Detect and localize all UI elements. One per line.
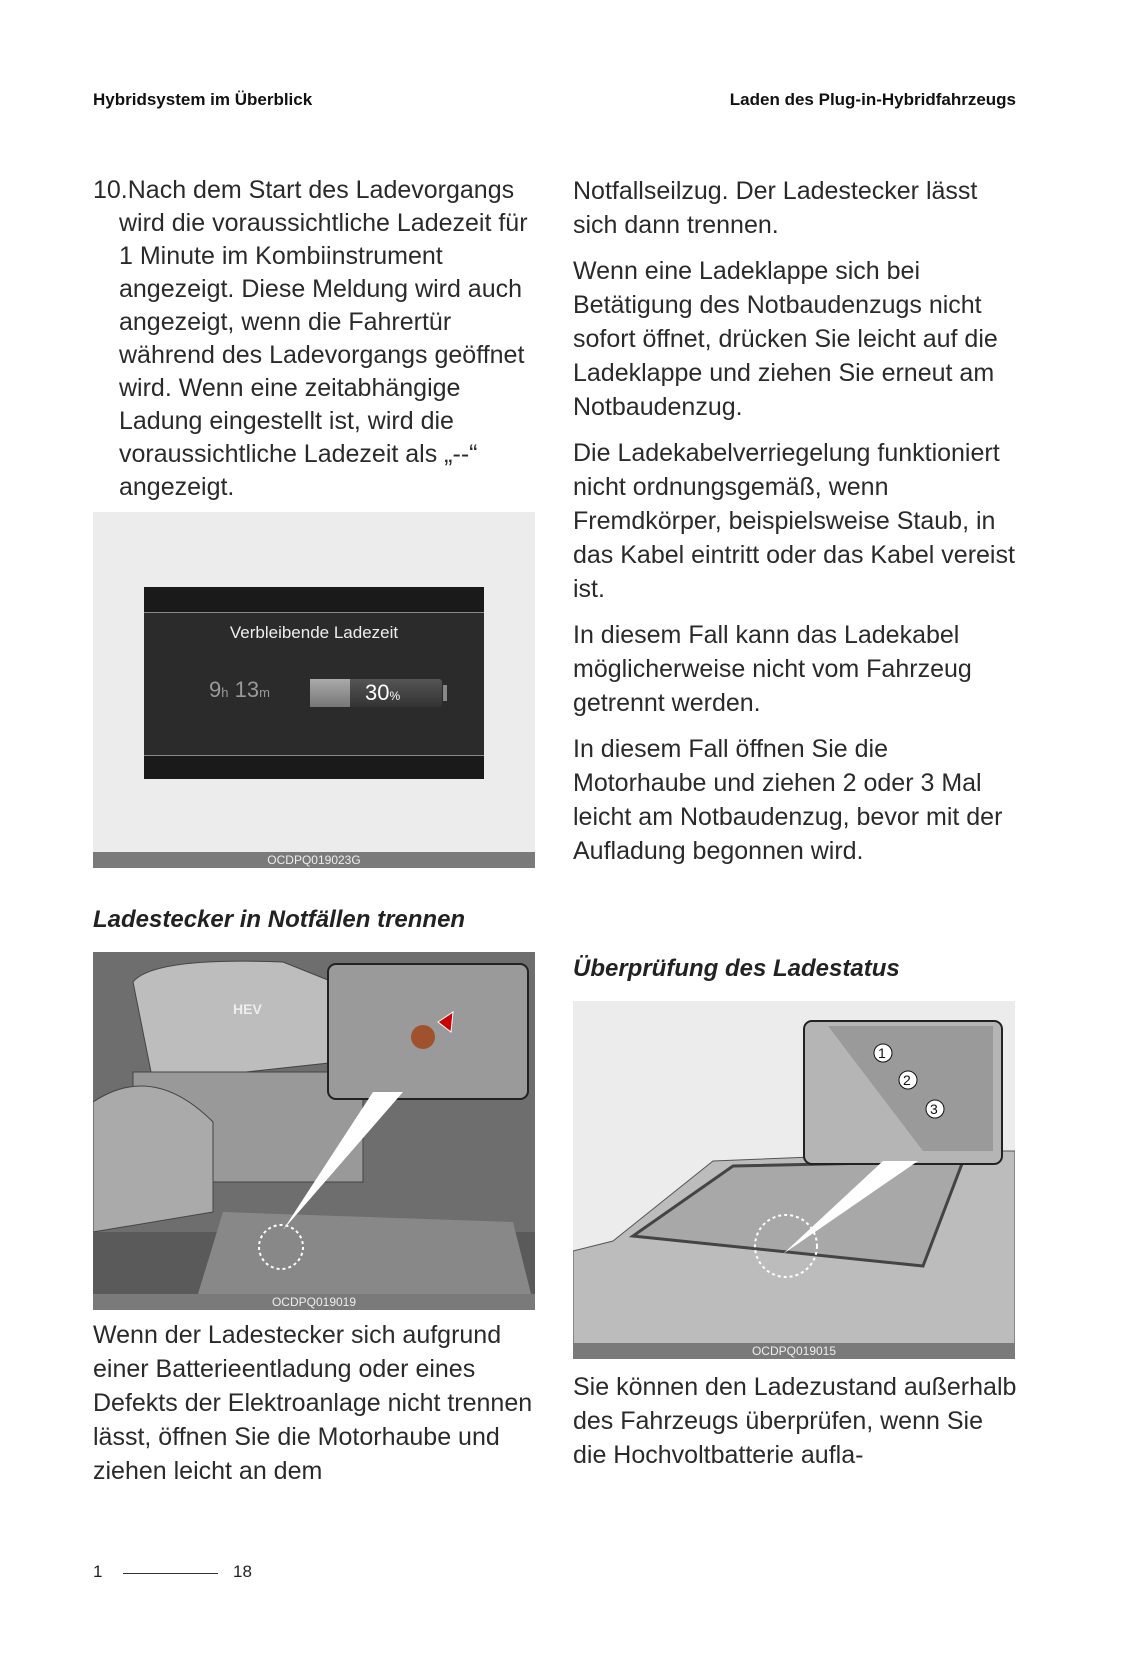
body-text: Wenn eine Ladeklappe sich bei Betätigung des Notbaudenzugs nicht sofort öffnet, drücken Sie leicht auf die Ladeklappe und ziehen Sie erneut am Notbaudenzug. <box>573 257 998 421</box>
body-text: Die Ladekabelverriegelung funktioniert nicht ordnungsgemäß, wenn Fremdkörper, beispielsweise Staub, in das Kabel eintritt oder das Kabel vereist ist. <box>573 439 1015 603</box>
display-title: Verbleibende Ladezeit <box>229 623 399 642</box>
svg-text:3: 3 <box>930 1101 938 1117</box>
body-text: In diesem Fall kann das Ladekabel möglicherweise nicht vom Fahrzeug getrennt werden. <box>573 621 972 717</box>
figure-caption: OCDPQ019015 <box>573 1343 1015 1359</box>
body-text: In diesem Fall öffnen Sie die Motorhaube und ziehen 2 oder 3 Mal leicht am Notbaudenzug, bevor mit der Aufladung begonnen wird. <box>573 735 1003 865</box>
figure-caption: OCDPQ019023G <box>93 852 535 868</box>
section-heading-emergency: Ladestecker in Notfällen trennen <box>93 906 466 933</box>
engine-illustration <box>93 952 535 1310</box>
cluster-display <box>144 587 484 779</box>
left-column <box>93 174 538 516</box>
body-text: Sie können den Ladezustand außerhalb des Fahrzeugs überprüfen, wenn Sie die Hochvoltbatterie aufla- <box>573 1373 1017 1469</box>
figure-charge-indicator <box>573 1001 1015 1359</box>
footer-divider <box>123 1573 218 1574</box>
right-column <box>573 174 1018 880</box>
svg-text:2: 2 <box>903 1072 911 1088</box>
remaining-time: 9h 13m <box>209 677 270 702</box>
right-paragraph <box>573 1370 1018 1484</box>
figure-caption: OCDPQ019019 <box>93 1294 535 1310</box>
page-number: 18 <box>233 1562 252 1581</box>
windshield-illustration <box>573 1001 1015 1359</box>
battery-percent: 30 <box>365 680 390 705</box>
body-text: Wenn der Ladestecker sich aufgrund einer Batterieentladung oder eines Defekts der Elektroanlage nicht trennen lässt, öffnen Sie die Motorhaube und ziehen leicht an dem <box>93 1321 533 1485</box>
svg-text:HEV: HEV <box>233 1001 262 1017</box>
figure-engine-bay <box>93 952 535 1310</box>
figure-charging-time <box>93 512 535 868</box>
section-heading-status: Überprüfung des Ladestatus <box>573 955 900 982</box>
svg-text:1: 1 <box>878 1045 886 1061</box>
running-header-left: Hybridsystem im Überblick <box>93 90 313 109</box>
chapter-number: 1 <box>93 1562 103 1581</box>
battery-fill <box>310 679 350 707</box>
running-header-right: Laden des Plug-in-Hybridfahrzeugs <box>729 90 1016 109</box>
battery-gauge: 30% <box>310 679 442 707</box>
left-paragraph <box>93 1318 538 1500</box>
step-10: 10.Nach dem Start des Ladevorgangs wird die voraussichtliche Ladezeit für 1 Minute im Kombiinstrument angezeigt. Diese Meldung wird auch angezeigt, wenn die Fahrertür während des Ladevorgangs geöffnet wird. Wenn eine zeitabhängige Ladung eingestellt ist, wird die voraussichtliche Ladezeit als „--“ angezeigt. <box>93 176 528 501</box>
body-text: Notfallseilzug. Der Ladestecker lässt sich dann trennen. <box>573 177 978 239</box>
